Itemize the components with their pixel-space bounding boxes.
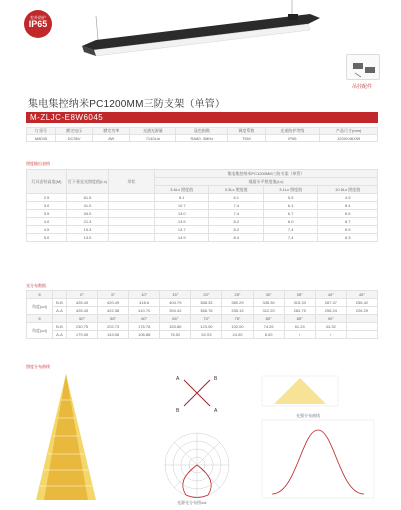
angle-head: 60° [129, 315, 160, 323]
cell: 230.75 [67, 323, 98, 331]
illum-section-label: 照度输出表格 [26, 161, 50, 166]
cell: 335.15 [222, 307, 253, 315]
diagram-canvas [26, 370, 378, 506]
angle-corner-2 [53, 291, 67, 299]
cell: 123.00 [191, 323, 222, 331]
spec-value: M8045 [27, 135, 56, 142]
product-title: 集电集控纳米PC1200MM三防支架（单管） [28, 99, 226, 110]
illum-sub-header: 地面水平照度值(Lx) [155, 178, 378, 186]
spec-value: RA80, 3MHz [176, 135, 228, 142]
cell: 76.52 [160, 331, 191, 339]
angle-head: 25° [222, 291, 253, 299]
spec-header: 光束防护等级 [265, 128, 320, 135]
spec-table [26, 127, 378, 142]
accessory-label: 吊挂配件 [352, 84, 373, 90]
illum-group-header: 集电集控纳米PC1200MM三防支架（单管） [155, 170, 378, 178]
cell: 4.9 [318, 194, 378, 202]
ip-badge-rating: IP65 [28, 19, 48, 29]
cell: 13.5 [155, 218, 209, 226]
angle-head: 55° [98, 315, 129, 323]
angle-row [27, 307, 378, 315]
cell-shape [109, 218, 155, 226]
cell: 10.7 [155, 202, 209, 210]
cell: 418.6 [129, 299, 160, 307]
illum-row [27, 226, 378, 234]
angle-head: 40° [315, 291, 346, 299]
cell: 7.4 [209, 202, 263, 210]
angle-head: 30° [253, 291, 284, 299]
cell: 6.0 [263, 218, 317, 226]
spec-header: 额定功率 [93, 128, 130, 135]
angle-corner: θ [27, 315, 53, 323]
curve-caption: 光强分布曲线 [296, 413, 320, 418]
ip-badge-top: 室外防护 [30, 15, 46, 20]
cell: 34.0 [67, 210, 109, 218]
cell: 368.76 [191, 307, 222, 315]
cell: 287.47 [315, 299, 346, 307]
angle-corner: θ [27, 291, 53, 299]
spec-value: IP65 [265, 135, 320, 142]
angle-head: 0° [67, 291, 98, 299]
angle-table [26, 290, 378, 339]
cell: 8.1 [155, 194, 209, 202]
polar-caption: 光源光分布图/cd [177, 500, 207, 505]
cell-shape [109, 202, 155, 210]
cell: / [315, 331, 346, 339]
illum-col-head: 3.1Lx 照度值 [263, 186, 317, 194]
angle-row [27, 323, 378, 331]
cell: 106.88 [129, 331, 160, 339]
cell: 428.43 [67, 307, 98, 315]
cell: 14.9 [155, 234, 209, 242]
cell: 3.0 [27, 202, 67, 210]
illum-row [27, 234, 378, 242]
cell-shape [109, 194, 155, 202]
model-number-bar: M-ZLJC-E8W6045 [26, 112, 378, 123]
cell: 61.5 [67, 194, 109, 202]
cell: 3.5 [27, 210, 67, 218]
angle-head: 65° [160, 315, 191, 323]
illum-col-head: 3.6Lx 照度值 [155, 186, 209, 194]
cell: 256.42 [346, 299, 377, 307]
cell: 422.38 [98, 307, 129, 315]
angle-head: 75° [222, 315, 253, 323]
cell: 52.03 [191, 331, 222, 339]
angle-head: 90° [315, 315, 346, 323]
fixture-image [0, 0, 401, 92]
spec-header: 显色指数 [176, 128, 228, 135]
cell: 6.1 [209, 194, 263, 202]
svg-text:A: A [214, 408, 218, 414]
illum-row [27, 210, 378, 218]
cell: / [284, 331, 315, 339]
cell: 153.86 [160, 323, 191, 331]
cell: 6.1 [263, 202, 317, 210]
angle-row [27, 299, 378, 307]
cell: 15.3 [67, 226, 109, 234]
cell: 74.26 [253, 323, 284, 331]
angle-head: 10° [129, 291, 160, 299]
cell: 8.2 [209, 218, 263, 226]
cell: 312.20 [253, 307, 284, 315]
cell: 6.7 [263, 210, 317, 218]
cell: 176.78 [129, 323, 160, 331]
cell: 13.0 [155, 210, 209, 218]
spec-value: DC36V [55, 135, 92, 142]
cell: 410.70 [129, 307, 160, 315]
illuminance-table [26, 169, 378, 242]
cell: 380.29 [222, 299, 253, 307]
product-hero [0, 0, 401, 92]
cell: 226.29 [346, 307, 377, 315]
cell-empty [346, 323, 377, 331]
angle-header-row [27, 291, 378, 299]
svg-text:B: B [176, 408, 180, 414]
cell: 179.05 [67, 331, 98, 339]
cell: 202.73 [98, 323, 129, 331]
angle-section-label: 光分布数据 [26, 283, 46, 288]
cell: 7.4 [263, 226, 317, 234]
angle-row [27, 331, 378, 339]
cell: 4.0 [27, 218, 67, 226]
cell: 6.7 [318, 218, 378, 226]
angle-header-row [27, 315, 378, 323]
spec-value-row [27, 135, 378, 142]
angle-row-label: 角度(cd) [27, 323, 53, 339]
illum-header-row-1 [27, 170, 378, 178]
angle-head: 5° [98, 291, 129, 299]
spec-header: 产品尺寸(mm) [320, 128, 378, 135]
cell: B-B [53, 323, 67, 331]
angle-row-label: 角度(cd) [27, 299, 53, 315]
angle-head: 80° [253, 315, 284, 323]
illum-row [27, 218, 378, 226]
cell: 8.2 [209, 226, 263, 234]
spec-value: 7140Lm [130, 135, 176, 142]
spec-value: 1200X46X59 [320, 135, 378, 142]
illum-row [27, 194, 378, 202]
angle-head: 45° [346, 291, 377, 299]
accessory-image [346, 54, 380, 80]
cell: A-A [53, 307, 67, 315]
illum-row [27, 202, 378, 210]
cell: 7.4 [209, 210, 263, 218]
angle-head-empty [346, 315, 377, 323]
cell: 13.7 [155, 226, 209, 234]
bracket-icon [347, 55, 381, 81]
svg-text:B: B [214, 376, 218, 382]
cell: 5.0 [27, 234, 67, 242]
cell: 394.42 [160, 307, 191, 315]
cell: 2.5 [27, 194, 67, 202]
cell: B-B [53, 299, 67, 307]
illum-col-head: 10.5Lx 照度值 [318, 186, 378, 194]
cell: 24.00 [222, 331, 253, 339]
cell: 7.4 [263, 234, 317, 242]
plane-cross-diagram [176, 376, 218, 414]
cell: 420.49 [98, 299, 129, 307]
cell: 44.32 [315, 323, 346, 331]
cell: 6.00 [253, 331, 284, 339]
cell: 6.4 [318, 202, 378, 210]
spec-value: 8W [93, 135, 130, 142]
illum-height-header: 灯具安装高度(M) [27, 170, 67, 194]
cell: 4.5 [27, 226, 67, 234]
cell: 102.00 [222, 323, 253, 331]
light-distribution-diagrams [26, 370, 378, 506]
cell: 143.06 [98, 331, 129, 339]
angle-head: 35° [284, 291, 315, 299]
cell: 41.0 [67, 202, 109, 210]
cell: 6.5 [318, 210, 378, 218]
diagram-section-label: 照度分布曲线 [26, 364, 50, 369]
cell: 255.24 [315, 307, 346, 315]
cell: 404.79 [160, 299, 191, 307]
illum-angle-header: 灯下垂直光照度值(Lx) [67, 170, 109, 194]
cell: 283.75 [284, 307, 315, 315]
spec-header: 订货号 [27, 128, 56, 135]
cell: 13.0 [67, 234, 109, 242]
beam-spread-diagram [262, 376, 338, 406]
angle-corner-2 [53, 315, 67, 323]
angle-head: 50° [67, 315, 98, 323]
illum-col-head: 3.3Lx 照度值 [209, 186, 263, 194]
spec-header: 光通光源量 [130, 128, 176, 135]
spec-value: TDM [228, 135, 265, 142]
spec-header: 额定电压 [55, 128, 92, 135]
intensity-curve-chart [262, 420, 374, 498]
cell: 5.5 [263, 194, 317, 202]
cell-empty [346, 331, 377, 339]
illum-shape-header: 形状 [109, 170, 155, 194]
polar-candela-chart [165, 433, 229, 498]
cell: 61.24 [284, 323, 315, 331]
cell-shape [109, 234, 155, 242]
angle-head: 15° [160, 291, 191, 299]
svg-text:A: A [176, 376, 180, 382]
cell: A-A [53, 331, 67, 339]
angle-head: 20° [191, 291, 222, 299]
angle-head: 70° [191, 315, 222, 323]
cell: 6.3 [318, 234, 378, 242]
ip65-badge [24, 10, 52, 38]
spec-header: 调度系数 [228, 128, 265, 135]
cell: 428.43 [67, 299, 98, 307]
cell: 6.9 [318, 226, 378, 234]
angle-head: 85° [284, 315, 315, 323]
cell: 345.30 [253, 299, 284, 307]
cell-shape [109, 210, 155, 218]
cell: 21.3 [67, 218, 109, 226]
cell-shape [109, 226, 155, 234]
cell: 388.33 [191, 299, 222, 307]
cell: 315.33 [284, 299, 315, 307]
beam-cone-diagram [36, 374, 96, 500]
spec-header-row [27, 128, 378, 135]
cell: 8.4 [209, 234, 263, 242]
